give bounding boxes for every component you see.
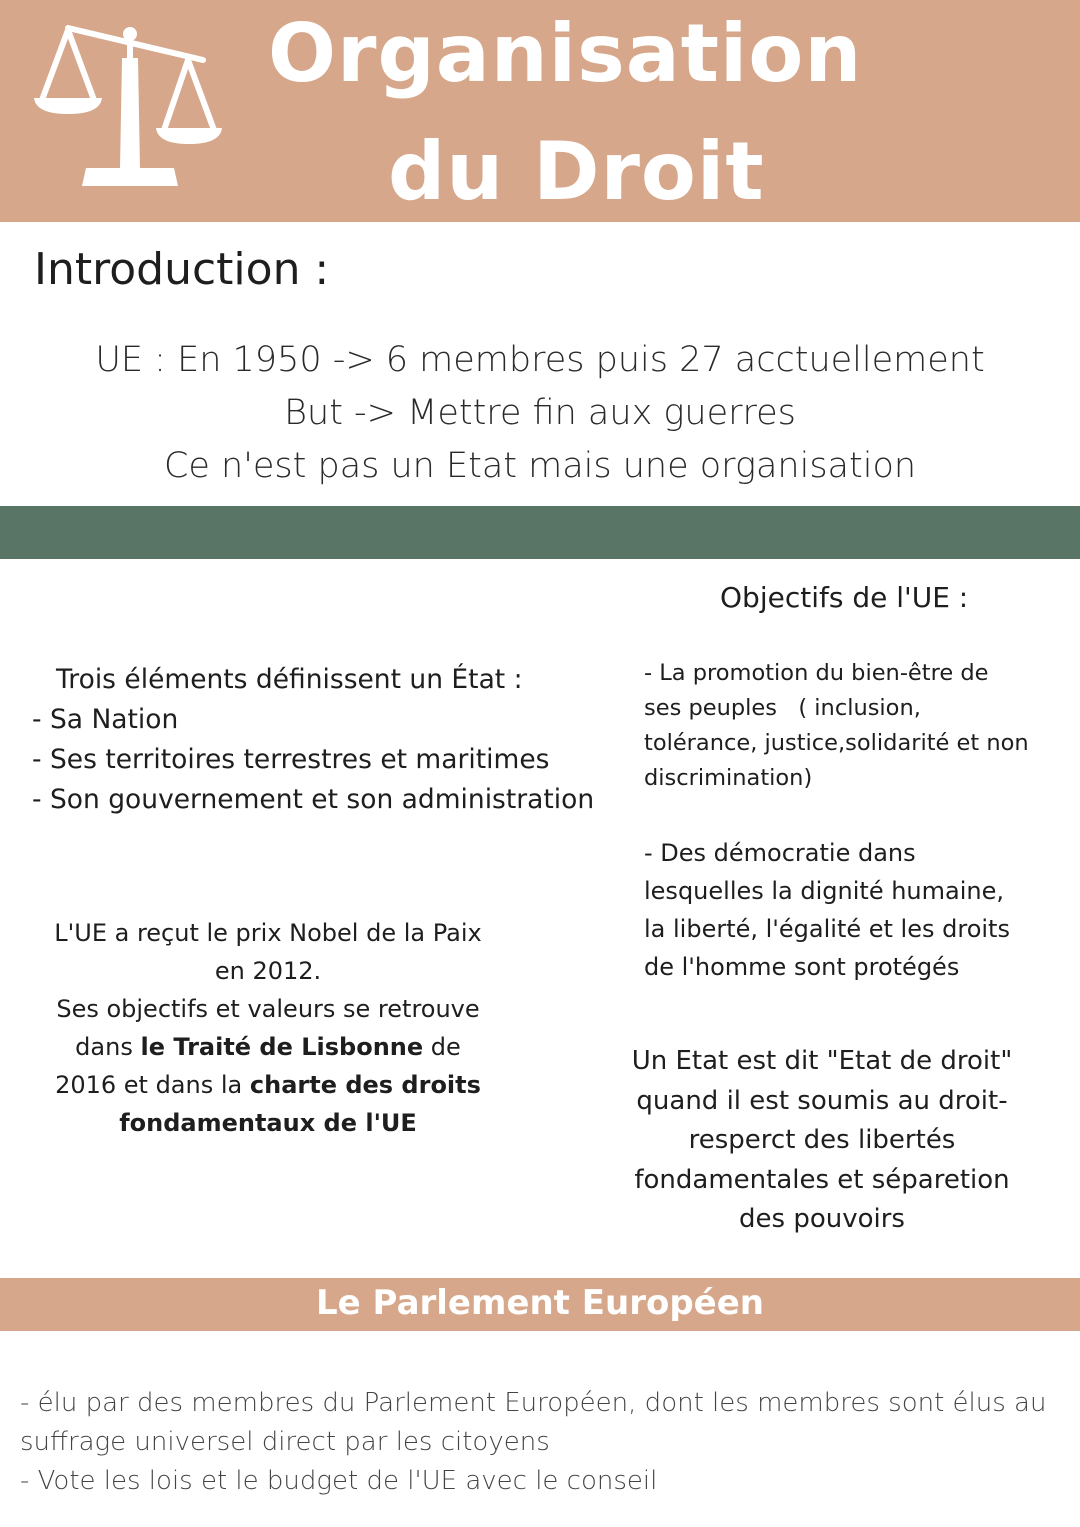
state-elements xyxy=(32,660,594,820)
charter-name: charte des droits xyxy=(249,1071,481,1099)
objective-line: de l'homme sont protégés xyxy=(644,953,960,981)
text-span: dans xyxy=(75,1033,141,1061)
introduction-line: UE : En 1950 -> 6 membres puis 27 acctuellement xyxy=(95,340,985,380)
introduction-text xyxy=(0,334,1080,493)
definition-line: quand il est soumis au droit- xyxy=(636,1085,1008,1116)
objective-line: - La promotion du bien-être de xyxy=(644,660,989,686)
definition-line: resperct des libertés xyxy=(688,1125,956,1155)
introduction-heading: Introduction : xyxy=(34,244,330,295)
nobel-line: en 2012. xyxy=(214,957,322,985)
nobel-prize-note xyxy=(28,914,508,1142)
nobel-line xyxy=(28,1104,508,1142)
parliament-line: suffrage universel direct par les citoyens xyxy=(20,1427,550,1457)
introduction-line: Ce n'est pas un Etat mais une organisation xyxy=(163,446,917,486)
objective-line: la liberté, l'égalité et les droits xyxy=(644,915,1010,943)
rule-of-law-definition xyxy=(612,1042,1032,1240)
parliament-text xyxy=(20,1384,1070,1501)
page-title-line1: Organisation xyxy=(268,7,863,100)
scales-of-justice-icon xyxy=(28,18,228,193)
state-elements-lead: Trois éléments définissent un État : xyxy=(56,664,523,695)
objective-line: ses peuples ( inclusion, xyxy=(644,695,921,721)
list-item: - Ses territoires terrestres et maritimes xyxy=(32,744,550,775)
page-title-line2: du Droit xyxy=(388,125,765,218)
list-item: - Son gouvernement et son administration xyxy=(32,784,595,815)
text-span: 2016 et dans la xyxy=(55,1071,250,1099)
objective-item xyxy=(644,834,1064,986)
objective-line: lesquelles la dignité humaine, xyxy=(644,877,1004,905)
parliament-line: - Vote les lois et le budget de l'UE avec le conseil xyxy=(20,1466,658,1496)
list-item: - Sa Nation xyxy=(32,704,179,735)
definition-line: Un Etat est dit "Etat de droit" xyxy=(631,1046,1013,1076)
parliament-heading: Le Parlement Européen xyxy=(316,1283,764,1323)
objective-item xyxy=(644,656,1064,796)
objective-line: tolérance, justice,solidarité et non xyxy=(644,730,1029,756)
header-band xyxy=(0,0,1080,222)
section-divider xyxy=(0,506,1080,559)
definition-line: fondamentales et séparetion xyxy=(634,1164,1010,1195)
treaty-name: le Traité de Lisbonne xyxy=(140,1033,424,1061)
parliament-band xyxy=(0,1278,1080,1331)
definition-line: des pouvoirs xyxy=(739,1204,905,1234)
objectives-heading: Objectifs de l'UE : xyxy=(720,581,969,614)
nobel-line xyxy=(28,1028,508,1066)
parliament-line: - élu par des membres du Parlement Européen, dont les membres sont élus au xyxy=(20,1388,1047,1418)
introduction-line: But -> Mettre fin aux guerres xyxy=(284,393,796,433)
objective-line: - Des démocratie dans xyxy=(644,839,916,867)
nobel-line: L'UE a reçut le prix Nobel de la Paix xyxy=(54,919,482,947)
nobel-line: Ses objectifs et valeurs se retrouve xyxy=(56,995,480,1023)
objective-line: discrimination) xyxy=(644,765,813,791)
text-span: de xyxy=(423,1033,461,1061)
charter-name: fondamentaux de l'UE xyxy=(119,1109,417,1137)
nobel-line xyxy=(28,1066,508,1104)
